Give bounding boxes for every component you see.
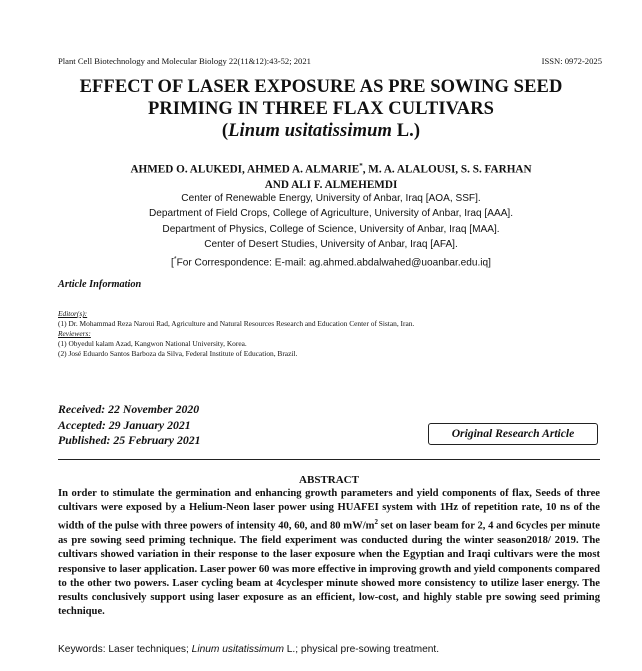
- correspondence-line: [60, 252, 602, 271]
- authors-part-2: , M. A. ALALOUSI, S. S. FARHAN: [362, 163, 532, 176]
- title-line-3: [40, 120, 602, 142]
- article-type-badge: Original Research Article: [428, 423, 598, 445]
- section-divider: [58, 459, 600, 460]
- authors-part-1: AHMED O. ALUKEDI, AHMED A. ALMARIE: [130, 163, 360, 176]
- running-header: [58, 56, 602, 66]
- publication-dates: [58, 402, 201, 449]
- affiliation-line: Department of Field Crops, College of Agriculture, University of Anbar, Iraq [AAA].: [148, 208, 514, 220]
- corr-star: *: [173, 256, 177, 264]
- accepted-date: Accepted: 29 January 2021: [58, 417, 191, 432]
- correspondence-email[interactable]: For Correspondence: E-mail: ag.ahmed.abdalwahed@uoanbar.edu.iq]: [176, 257, 491, 269]
- keywords-line: [58, 644, 600, 655]
- abstract-superscript: 2: [374, 518, 378, 527]
- reviewers-label: Reviewers:: [58, 329, 91, 338]
- abstract-text-1: In order to stimulate the germination and enhancing growth parameters and yield components of flax, Seeds of three cultivars were exposed by a Helium-Neon laser power using HUAFEI system with 1Hz of repetition rate, 10 ns of the width of the pulse with three powers of intensity 40, 60, and 80 mW/m: [58, 488, 600, 532]
- affiliation-line: Department of Physics, College of Science, University of Anbar, Iraq [MAA].: [162, 223, 500, 235]
- author-list: [60, 159, 602, 193]
- keywords-label: Keywords:: [58, 644, 106, 655]
- editor-section: [58, 309, 602, 359]
- editor-entry: (1) Dr. Mohammad Reza Naroui Rad, Agriculture and Natural Resources Research and Education Center of Sistan, Iran.: [58, 319, 415, 328]
- title-close: L.): [391, 121, 421, 141]
- title-paren: (: [221, 121, 229, 141]
- reviewer-entry: (2) José Eduardo Santos Barboza da Silva, Federal Institute of Education, Brazil.: [58, 349, 298, 358]
- journal-citation: Plant Cell Biotechnology and Molecular Biology 22(11&12):43-52; 2021: [58, 56, 311, 66]
- received-date: Received: 22 November 2020: [58, 402, 200, 416]
- keywords-text-2: L.; physical pre-sowing treatment.: [283, 644, 440, 655]
- published-date: Published: 25 February 2021: [58, 433, 201, 447]
- issn: ISSN: 0972-2025: [541, 56, 602, 66]
- authors-line-1: [60, 159, 602, 178]
- affiliation-line: Center of Renewable Energy, University of Anbar, Iraq [AOA, SSF].: [181, 193, 481, 204]
- paper-title: [40, 76, 602, 142]
- authors-line-2: AND ALI F. ALMEHEMDI: [264, 178, 398, 191]
- corr-bracket: [: [171, 257, 174, 269]
- affiliations: [60, 191, 602, 271]
- title-line-2: PRIMING IN THREE FLAX CULTIVARS: [147, 99, 495, 119]
- reviewer-entry: (1) Obyedul kalam Azad, Kangwon National University, Korea.: [58, 339, 247, 348]
- scientific-name: Linum usitatissimum: [228, 121, 392, 141]
- keywords-scientific-name: Linum usitatissimum: [191, 644, 284, 655]
- title-line-1: EFFECT OF LASER EXPOSURE AS PRE SOWING SEED: [79, 77, 563, 97]
- editor-label: Editor(s):: [58, 309, 88, 318]
- keywords-text-1: Laser techniques;: [105, 644, 192, 655]
- abstract-body: [58, 487, 600, 619]
- affiliation-line: Center of Desert Studies, University of Anbar, Iraq [AFA].: [204, 238, 458, 250]
- abstract-heading: ABSTRACT: [299, 474, 359, 486]
- corresponding-marker: *: [359, 162, 363, 170]
- article-information-heading: Article Information: [58, 279, 142, 290]
- abstract-text-2: set on laser beam for 2, 4 and 6cycles per minute as pre sowing seed priming technique. The field experiment was conducted during the winter season2018/ 2019. The cultivars showed variation in their response to the laser exposure when the Egyptian and Iraqi cultivars were the most responsive to laser application. Laser power 60 was more effective in improving growth and yield components compared to the other two powers. Laser cycling beam at 4cyclesper minute showed more consistency to utilize laser energy. The results conclusively support using laser exposure as an efficient, low-cost, and highly stable pre sowing seed priming technique.: [58, 520, 601, 618]
